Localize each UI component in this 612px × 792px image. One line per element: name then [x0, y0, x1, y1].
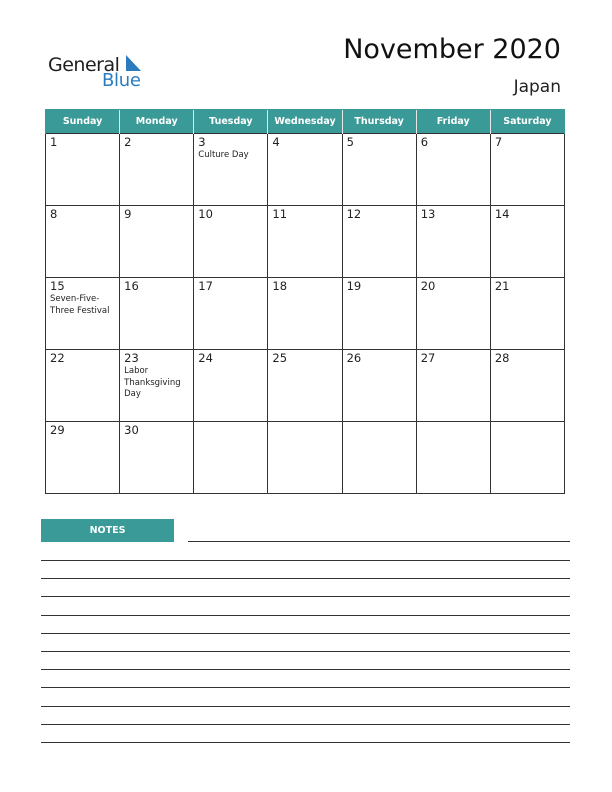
day-number: 26 [346, 351, 362, 365]
day-cell [194, 422, 268, 494]
country-name: Japan [513, 77, 561, 97]
note-line [41, 560, 570, 561]
calendar-title: November 2020 [343, 34, 561, 65]
day-cell [46, 278, 120, 350]
day-number: 22 [50, 351, 65, 365]
calendar-week-row [46, 206, 565, 278]
note-line [41, 578, 570, 579]
logo-word-general: General [48, 54, 120, 76]
day-cell [490, 422, 564, 494]
day-number: 4 [272, 135, 280, 149]
day-number: 16 [124, 279, 139, 293]
day-cell [342, 134, 416, 206]
day-number: 15 [50, 279, 65, 293]
day-cell [46, 422, 120, 494]
day-cell [490, 278, 564, 350]
day-number: 11 [272, 207, 288, 221]
day-number: 24 [198, 351, 213, 365]
holiday-label: Seven-Five-Three Festival [50, 294, 110, 316]
holiday-label: Labor Thanksgiving Day [124, 366, 181, 399]
day-number: 5 [346, 135, 354, 149]
day-number: 18 [272, 279, 288, 293]
day-number: 23 [124, 351, 139, 365]
day-cell [120, 134, 194, 206]
day-number: 29 [50, 423, 65, 437]
day-number: 19 [346, 279, 362, 293]
notes-header: NOTES [41, 519, 174, 542]
day-number: 13 [420, 207, 436, 221]
weekday-sunday: Sunday [46, 110, 120, 134]
day-cell [120, 278, 194, 350]
day-number: 1 [50, 135, 58, 149]
weekday-tuesday: Tuesday [194, 110, 268, 134]
day-cell [268, 350, 342, 422]
note-line [41, 669, 570, 670]
note-line [41, 615, 570, 616]
calendar-week-row [46, 278, 565, 350]
day-cell [194, 134, 268, 206]
day-cell [490, 206, 564, 278]
day-cell [120, 206, 194, 278]
day-number: 9 [124, 207, 132, 221]
day-number: 10 [198, 207, 213, 221]
day-number: 27 [420, 351, 436, 365]
weekday-header-row [46, 110, 565, 134]
day-number: 21 [494, 279, 510, 293]
day-cell [416, 422, 490, 494]
day-cell [268, 134, 342, 206]
day-cell [194, 278, 268, 350]
day-cell [194, 350, 268, 422]
day-cell [416, 206, 490, 278]
day-number: 28 [494, 351, 510, 365]
day-cell [46, 134, 120, 206]
calendar-week-row [46, 422, 565, 494]
day-cell [120, 422, 194, 494]
logo-word-blue: Blue [102, 70, 141, 91]
day-cell [268, 422, 342, 494]
weekday-monday: Monday [120, 110, 194, 134]
day-number: 12 [346, 207, 362, 221]
weekday-wednesday: Wednesday [268, 110, 342, 134]
note-line [41, 633, 570, 634]
day-cell [268, 206, 342, 278]
generalblue-logo [48, 52, 158, 92]
day-cell [342, 350, 416, 422]
weekday-saturday: Saturday [490, 110, 564, 134]
calendar-body [46, 134, 565, 494]
day-cell [120, 350, 194, 422]
holiday-label: Culture Day [198, 150, 249, 160]
day-cell [416, 350, 490, 422]
day-cell [194, 206, 268, 278]
weekday-friday: Friday [416, 110, 490, 134]
day-cell [490, 350, 564, 422]
day-cell [268, 278, 342, 350]
day-cell [342, 206, 416, 278]
note-line [41, 724, 570, 725]
note-line [188, 541, 570, 542]
day-number: 2 [124, 135, 132, 149]
day-number: 20 [420, 279, 436, 293]
day-number: 8 [50, 207, 58, 221]
note-line [41, 742, 570, 743]
calendar-week-row [46, 350, 565, 422]
day-number: 14 [494, 207, 510, 221]
note-line [41, 651, 570, 652]
day-cell [342, 422, 416, 494]
day-cell [416, 134, 490, 206]
note-line [41, 687, 570, 688]
note-line [41, 706, 570, 707]
calendar-week-row [46, 134, 565, 206]
day-number: 3 [198, 135, 206, 149]
month-calendar [45, 109, 565, 494]
note-line [41, 596, 570, 597]
day-number: 7 [494, 135, 503, 149]
day-number: 6 [420, 135, 429, 149]
day-cell [416, 278, 490, 350]
day-number: 17 [198, 279, 213, 293]
day-cell [46, 350, 120, 422]
day-number: 30 [124, 423, 139, 437]
day-cell [490, 134, 564, 206]
day-cell [342, 278, 416, 350]
weekday-thursday: Thursday [342, 110, 416, 134]
day-number: 25 [272, 351, 288, 365]
day-cell [46, 206, 120, 278]
